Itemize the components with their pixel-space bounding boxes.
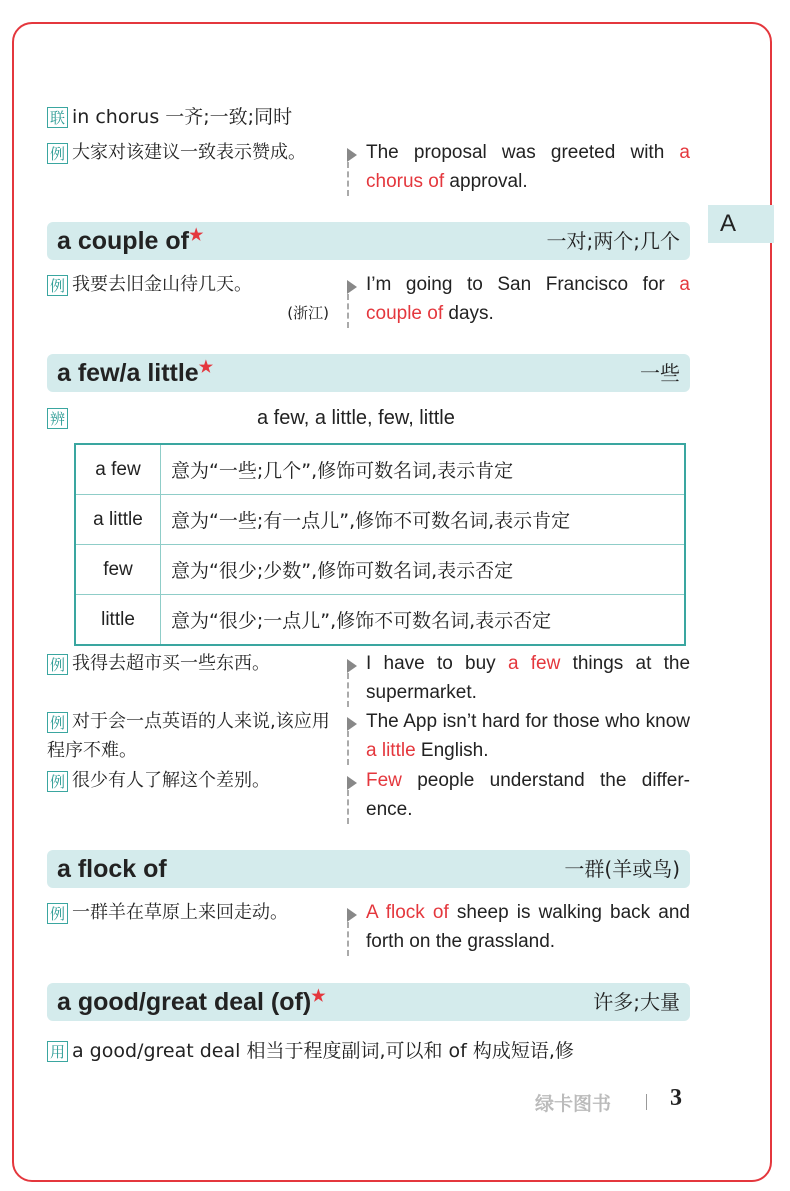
example-few-1 (47, 649, 690, 707)
table-row: a few 意为“一些;几个”,修饰可数名词,表示肯定 (75, 444, 685, 495)
example-few-2 (47, 707, 690, 765)
example-en: Few people understand the differ-ence. (347, 766, 690, 824)
example-en: A flock of sheep is walking back and forth on the grassland. (347, 898, 690, 956)
table-row: little 意为“很少;一点儿”,修饰不可数名词,表示否定 (75, 595, 685, 646)
compare-title: a few, a little, few, little (257, 407, 455, 429)
example-couple (47, 270, 690, 330)
compare-tag: 辨 (47, 408, 68, 429)
example-tag: 例 (47, 712, 68, 733)
usage-note: 用 a good/great deal 相当于程度副词,可以和 of 构成短语,修 (47, 1036, 574, 1063)
table-row: a little 意为“一些;有一点儿”,修饰不可数名词,表示肯定 (75, 495, 685, 545)
publisher-brand: 绿卡图书 (535, 1093, 612, 1115)
meaning: 一群(羊或鸟) (564, 857, 680, 881)
example-tag: 例 (47, 143, 68, 164)
example-cn: 例 我得去超市买一些东西。 (47, 649, 337, 678)
page-number: 3 (670, 1085, 682, 1111)
entry-header-a-good-great-deal (47, 983, 690, 1021)
compare-row (47, 407, 690, 429)
example-tag: 例 (47, 275, 68, 296)
entry-header-a-couple-of (47, 222, 690, 260)
example-en: I’m going to San Francisco for a couple of days. (347, 270, 690, 328)
example-cn: 例 很少有人了解这个差别。 (47, 766, 337, 795)
related-tag: 联 (47, 107, 68, 128)
example-flock (47, 898, 690, 958)
example-en: The App isn’t hard for those who know a little English. (347, 707, 690, 765)
headword: a good/great deal (of)★ (57, 988, 326, 1016)
example-few-3 (47, 766, 690, 824)
compare-table (74, 443, 686, 646)
key-star-icon: ★ (198, 359, 214, 376)
example-cn: 例 一群羊在草原上来回走动。 (47, 898, 337, 927)
example-en: The proposal was greeted with a chorus of approval. (347, 138, 690, 196)
headword: a flock of (57, 855, 167, 883)
table-row: few 意为“很少;少数”,修饰可数名词,表示否定 (75, 545, 685, 595)
example-chorus (47, 138, 690, 198)
example-cn: 例 对于会一点英语的人来说,该应用程序不难。 (47, 711, 330, 761)
usage-tag: 用 (47, 1041, 68, 1062)
entry-header-a-flock-of (47, 850, 690, 888)
example-tag: 例 (47, 903, 68, 924)
entry-header-a-few-a-little (47, 354, 690, 392)
example-en: I have to buy a few things at the supermarket. (347, 649, 690, 707)
meaning: 一些 (640, 361, 680, 385)
example-cn: 例 我要去旧金山待几天。 (浙江) (47, 270, 337, 299)
headword: a couple of★ (57, 227, 204, 255)
key-star-icon: ★ (188, 227, 204, 244)
key-star-icon: ★ (311, 988, 326, 1005)
meaning: 许多;大量 (593, 990, 680, 1014)
example-tag: 例 (47, 771, 68, 792)
headword: a few/a little★ (57, 359, 214, 387)
letter-index-tab[interactable]: A (708, 205, 774, 243)
footer-divider (646, 1094, 647, 1110)
source-label: (浙江) (287, 304, 329, 322)
meaning: 一对;两个;几个 (546, 229, 680, 253)
example-cn: 例 大家对该建议一致表示赞成。 (47, 138, 337, 167)
example-tag: 例 (47, 654, 68, 675)
related-phrase: 联 in chorus 一齐;一致;同时 (47, 102, 292, 129)
